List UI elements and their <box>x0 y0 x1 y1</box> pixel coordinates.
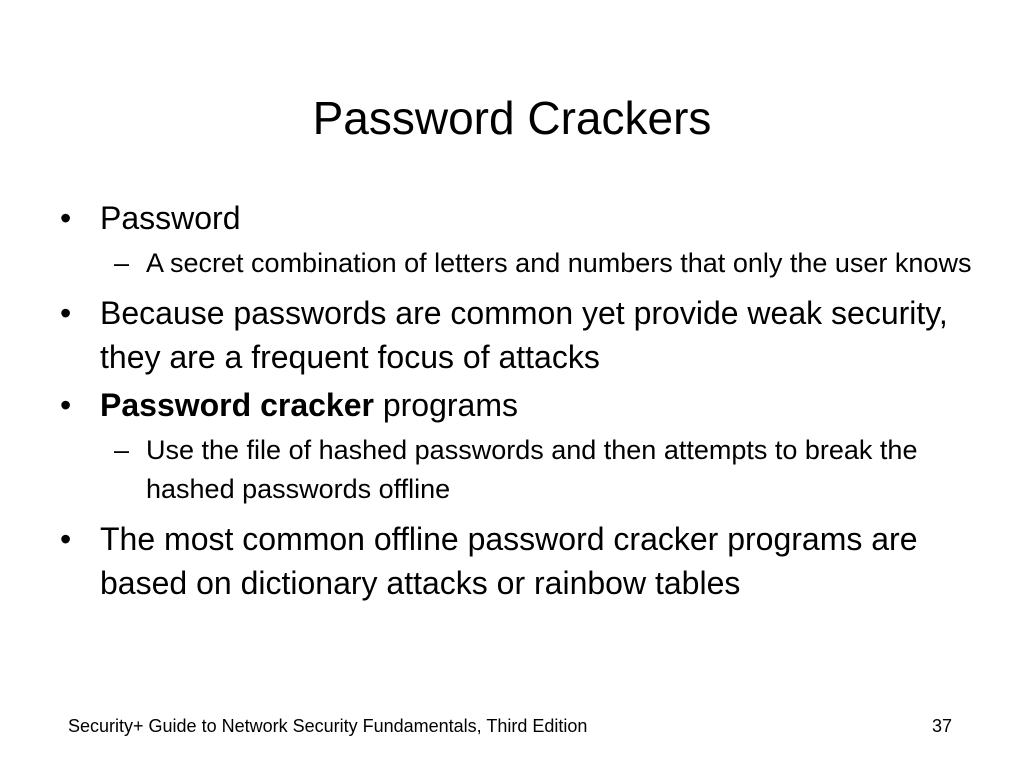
slide-title: Password Crackers <box>312 92 712 144</box>
bullet-item <box>56 196 986 240</box>
slide-body <box>56 196 986 609</box>
bullet-icon: • <box>60 521 72 557</box>
bullet-text: The most common offline password cracker programs are based on dictionary attacks or rainbow tables <box>100 521 918 601</box>
sub-bullet-item <box>56 431 986 509</box>
bullet-text: programs <box>373 387 518 423</box>
bullet-text: Password <box>100 200 241 236</box>
bullet-item <box>56 517 986 605</box>
bullet-item <box>56 383 986 427</box>
bullet-icon: • <box>60 387 72 423</box>
sub-bullet-item <box>56 244 986 283</box>
bullet-item <box>56 291 986 379</box>
bullet-bold-term: Password cracker <box>100 387 374 423</box>
dash-icon: – <box>114 435 130 465</box>
bullet-icon: • <box>60 200 72 236</box>
bullet-text: Because passwords are common yet provide weak security, they are a frequent focus of attacks <box>100 295 948 375</box>
slide-footer: Security+ Guide to Network Security Fundamentals, Third Edition <box>68 716 588 736</box>
sub-bullet-text: Use the file of hashed passwords and then attempts to break the hashed passwords offline <box>146 435 918 504</box>
bullet-icon: • <box>60 295 72 331</box>
dash-icon: – <box>114 248 130 278</box>
sub-bullet-text: A secret combination of letters and numbers that only the user knows <box>146 248 972 278</box>
page-number: 37 <box>932 716 953 736</box>
